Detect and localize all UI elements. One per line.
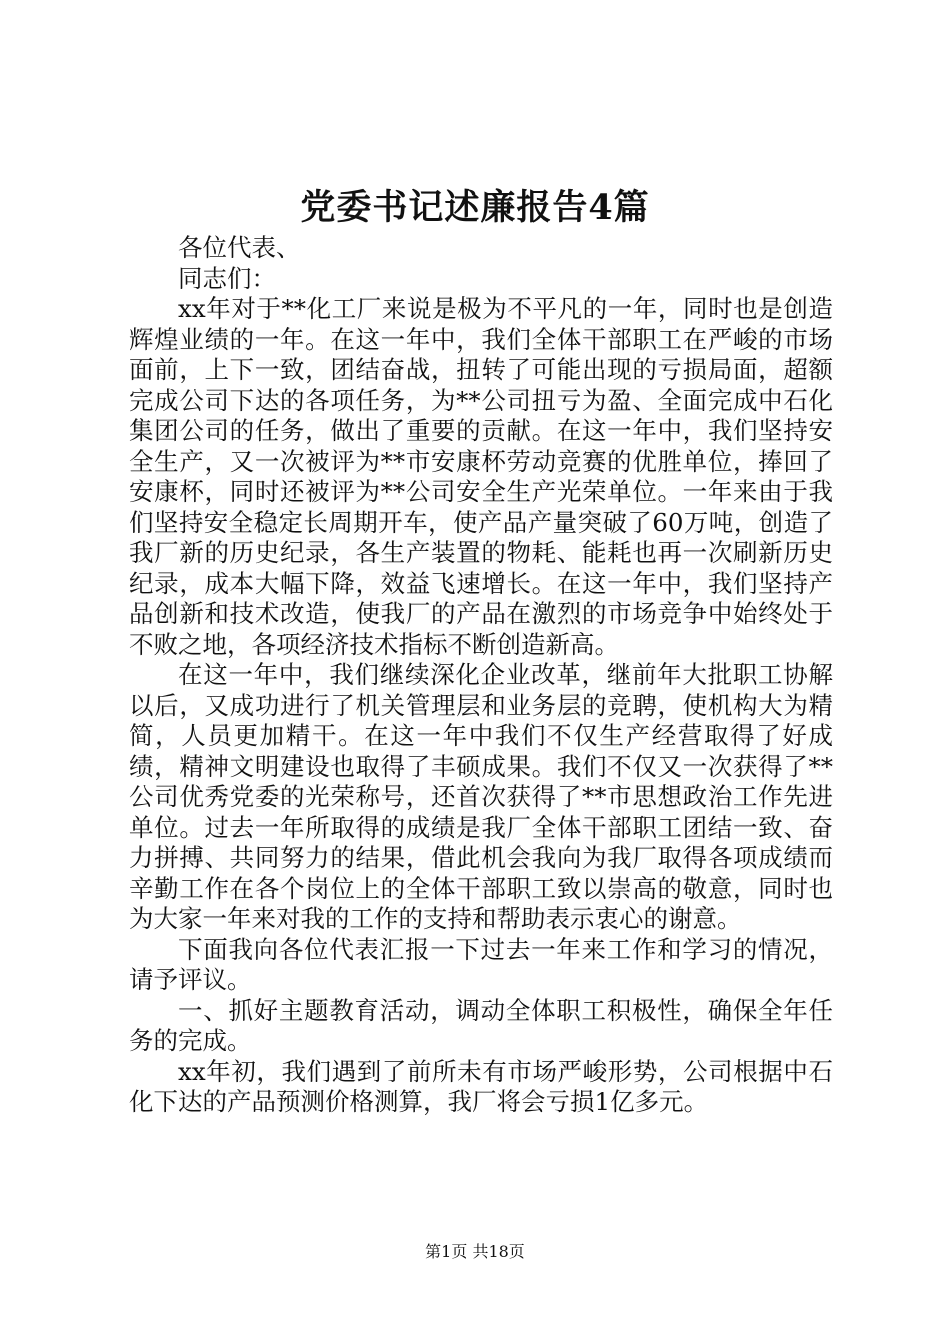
body-paragraph: xx年对于**化工厂来说是极为不平凡的一年，同时也是创造辉煌业绩的一年。在这一年中，我们全体干部职工在严峻的市场面前，上下一致，团结奋战，扭转了可能出现的亏损局面，超额完成公司下达的各项任务，为**公司扭亏为盈、全面完成中石化集团公司的任务，做出了重要的贡献。在这一年中，我们坚持安全生产，又一次被评为**市安康杯劳动竞赛的优胜单位，捧回了安康杯，同时还被评为**公司安全生产光荣单位。一年来由于我们坚持安全稳定长周期开车，使产品产量突破了60万吨，创造了我厂新的历史纪录，各生产装置的物耗、能耗也再一次刷新历史纪录，成本大幅下降，效益飞速增长。在这一年中，我们坚持产品创新和技术改造，使我厂的产品在激烈的市场竞争中始终处于不败之地，各项经济技术指标不断创造新高。 [129,294,833,659]
body-paragraph: 在这一年中，我们继续深化企业改革，继前年大批职工协解以后，又成功进行了机关管理层和业务层的竞聘，使机构大为精简，人员更加精干。在这一年中我们不仅生产经营取得了好成绩，精神文明建设也取得了丰硕成果。我们不仅又一次获得了**公司优秀党委的光荣称号，还首次获得了**市思想政治工作先进单位。过去一年所取得的成绩是我厂全体干部职工团结一致、奋力拼搏、共同努力的结果，借此机会我向为我厂取得各项成绩而辛勤工作在各个岗位上的全体干部职工致以崇高的敬意，同时也为大家一年来对我的工作的支持和帮助表示衷心的谢意。 [129,660,833,933]
salutation-line: 同志们： [178,263,276,293]
salutation-line: 各位代表、 [178,233,301,262]
body-paragraph: 下面我向各位代表汇报一下过去一年来工作和学习的情况，请予评议。 [129,934,833,994]
section-heading: 一、抓好主题教育活动，调动全体职工积极性，确保全年任务的完成。 [129,995,833,1055]
document-title: 党委书记述廉报告4篇 [300,187,650,228]
body-paragraph: xx年初，我们遇到了前所未有市场严峻形势，公司根据中石化下达的产品预测价格测算，我厂将会亏损1亿多元。 [129,1056,833,1116]
document-body [129,233,833,1118]
page-number: 第1页 共18页 [425,1242,525,1261]
